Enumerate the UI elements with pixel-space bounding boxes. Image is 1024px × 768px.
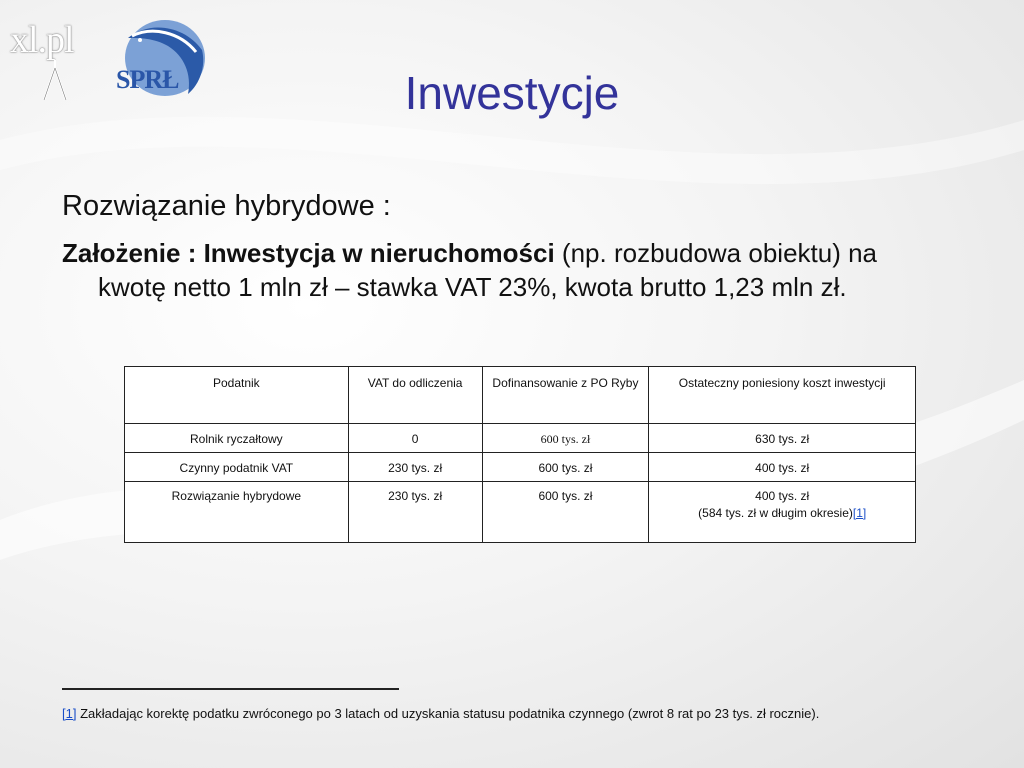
table-cell: 600 tys. zł — [482, 482, 649, 543]
header-vat: VAT do odliczenia — [348, 367, 482, 424]
assumption-line2: kwotę netto 1 mln zł – stawka VAT 23%, kwota brutto 1,23 mln zł. — [98, 272, 847, 302]
header-podatnik: Podatnik — [125, 367, 349, 424]
header-koszt: Ostateczny poniesiony koszt inwestycji — [649, 367, 916, 424]
footnote-divider — [62, 688, 399, 690]
assumption-line1-rest: (np. rozbudowa obiektu) na — [554, 238, 878, 268]
table-header-row — [125, 367, 916, 424]
table-cell: 230 tys. zł — [348, 453, 482, 482]
table-cell: Czynny podatnik VAT — [125, 453, 349, 482]
header-dofinansowanie: Dofinansowanie z PO Ryby — [482, 367, 649, 424]
table-cell: 0 — [348, 424, 482, 453]
table-cell: 400 tys. zł — [649, 453, 916, 482]
table-cell-final — [649, 482, 916, 543]
footnote — [62, 706, 819, 721]
footnote-link[interactable]: [1] — [852, 506, 867, 520]
table-cell: 600 tys. zł — [482, 453, 649, 482]
assumption-paragraph — [62, 236, 967, 304]
slide-title: Inwestycje — [404, 67, 620, 119]
table-row — [125, 482, 916, 543]
table-row — [125, 424, 916, 453]
footnote-text: Zakładając korektę podatku zwróconego po 3 latach od uzyskania statusu podatnika czynnego (zwrot 8 rat po 23 tys. zł rocznie). — [76, 706, 820, 721]
final-cost-value: 400 tys. zł — [755, 489, 810, 503]
footnote-anchor[interactable]: [1] — [62, 706, 77, 721]
xlpl-logo-text: xl.pl — [10, 19, 74, 61]
final-cost-note: (584 tys. zł w długim okresie) — [698, 506, 853, 520]
sprl-logo-text: SPRŁ — [116, 65, 179, 94]
table-cell: Rozwiązanie hybrydowe — [125, 482, 349, 543]
table-row — [125, 453, 916, 482]
table-cell: Rolnik ryczałtowy — [125, 424, 349, 453]
table-cell: 630 tys. zł — [649, 424, 916, 453]
table-cell: 600 tys. zł — [482, 424, 649, 453]
assumption-bold: Założenie : Inwestycja w nieruchomości — [62, 238, 555, 268]
slide-subtitle: Rozwiązanie hybrydowe : — [62, 190, 391, 222]
investment-table — [124, 366, 916, 543]
table-cell: 230 tys. zł — [348, 482, 482, 543]
